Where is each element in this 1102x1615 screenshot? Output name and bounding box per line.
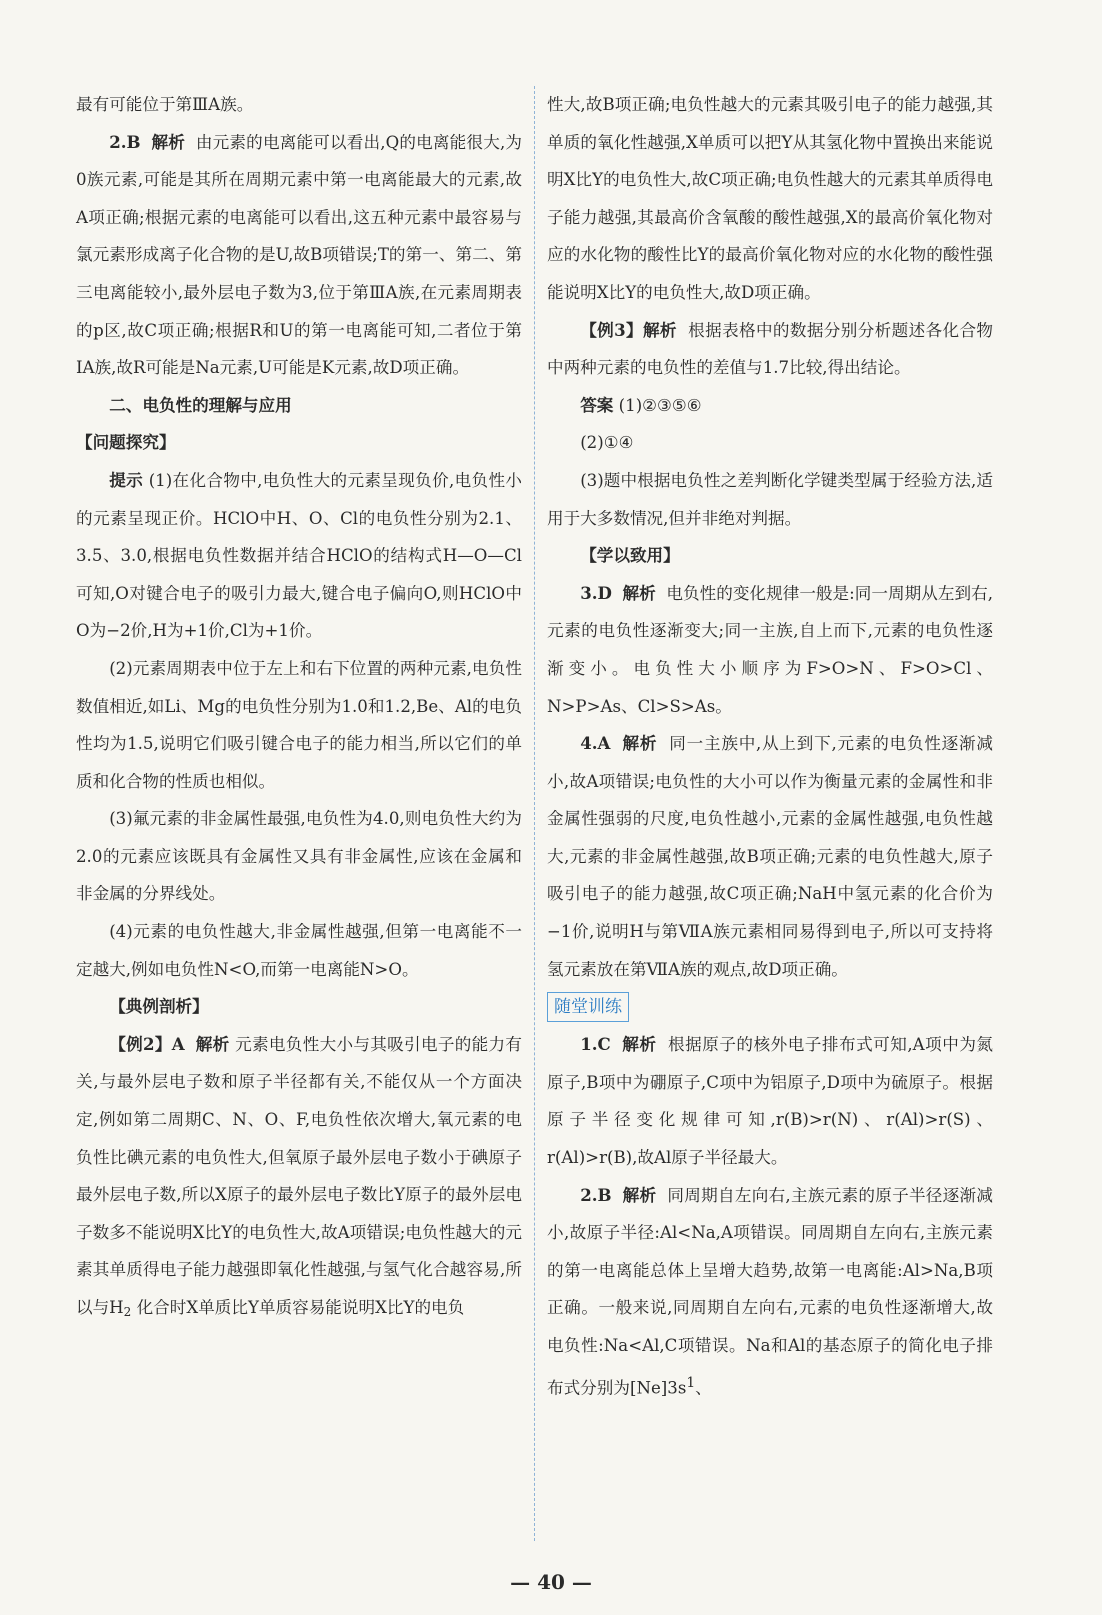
hint-paragraph: [76, 462, 522, 650]
training-1-answer: [547, 1026, 993, 1176]
analysis-label: 解析: [622, 582, 656, 603]
example-3-answer: [547, 312, 993, 387]
answer-number: 2.B: [109, 131, 141, 152]
answer-text: (1)②③⑤⑥: [618, 395, 702, 415]
training-badge: 随堂训练: [547, 992, 629, 1022]
analysis-label: 解析: [622, 1034, 657, 1055]
analysis-label: 解析: [195, 1033, 230, 1054]
superscript: 1: [686, 1374, 696, 1391]
example-2-answer: [76, 1026, 522, 1332]
training-2-answer: [547, 1177, 993, 1407]
subsection-heading: 【典例剖析】: [109, 996, 209, 1017]
analysis-label: 解析: [622, 733, 658, 754]
hint-label: 提示: [109, 469, 144, 490]
answer-number: 1.C: [580, 1034, 611, 1055]
hint-paragraph: (3)氟元素的非金属性最强,电负性为4.0,则电负性大约为2.0的元素应该既具有金属性又具有非金属性,应该在金属和非金属的分界线处。: [76, 809, 522, 904]
example-label: 【例2】A: [109, 1033, 185, 1054]
analysis-text: 根据原子的核外电子排布式可知,A项中为氮原子,B项中为硼原子,C项中为铝原子,D项中为硫原子。根据原子半径变化规律可知,r(B)>r(N)、r(Al)>r(S)、r(Al)>r(B),故Al原子半径最大。: [547, 1035, 994, 1168]
subsection-heading: 【问题探究】: [76, 432, 176, 453]
analysis-text: 根据表格中的数据分别分析题述各化合物中两种元素的电负性的差值与1.7比较,得出结论。: [547, 320, 993, 378]
analysis-text: 同一主族中,从上到下,元素的电负性逐渐减小,故A项错误;电负性的大小可以作为衡量元素的金属性和非金属性强弱的尺度,电负性越小,元素的金属性越强,电负性越大,元素的非金属性越强,故B项正确;元素的电负性越大,原子吸引电子的能力越强,故C项正确;NaH中氢元素的化合价为−1价,说明H与第ⅦA族元素相同易得到电子,所以可支持将氢元素放在第ⅦA族的观点,故D项正确。: [547, 734, 993, 979]
answer-line: (3)题中根据电负性之差判断化学键类型属于经验方法,适用于大多数情况,但并非绝对判据。: [547, 470, 993, 528]
subsection-heading: 【学以致用】: [580, 545, 680, 566]
hint-paragraph: (2)元素周期表中位于左上和右下位置的两种元素,电负性数值相近,如Li、Mg的电负性分别为1.0和1.2,Be、Al的电负性均为1.5,说明它们吸引键合电子的能力相当,所以它们的单质和化合物的性质也相似。: [76, 658, 522, 791]
answer-line: [547, 387, 993, 425]
answer-label: 答案: [580, 394, 614, 415]
paragraph: 最有可能位于第ⅢA族。: [76, 95, 254, 114]
right-column: [547, 86, 993, 1407]
column-divider: [534, 86, 535, 1541]
analysis-text: 同周期自左向右,主族元素的原子半径逐渐减小,故原子半径:Al<Na,A项错误。同周期自左向右,主族元素的第一电离能总体上呈增大趋势,故第一电离能:Al>Na,B项正确。一般来说,同周期自左向右,元素的电负性逐渐增大,故电负性:Na<Al,C项错误。Na和Al的基态原子的简化电子排布式分别为[Ne]3s: [547, 1185, 993, 1398]
question-3-answer: [547, 575, 993, 725]
analysis-text: 电负性的变化规律一般是:同一周期从左到右,元素的电负性逐渐变大;同一主族,自上而下,元素的电负性逐渐变小。电负性大小顺序为F>O>N、F>O>Cl、N>P>As、Cl>S>As。: [547, 583, 994, 716]
answer-line: (2)①④: [580, 433, 634, 453]
section-heading: 二、电负性的理解与应用: [109, 394, 292, 415]
question-4-answer: [547, 725, 993, 988]
analysis-text: 、: [695, 1378, 712, 1398]
hint-text: (1)在化合物中,电负性大的元素呈现负价,电负性小的元素呈现正价。HClO中H、O、Cl的电负性分别为2.1、3.5、3.0,根据电负性数据并结合HClO的结构式H—O—Cl可知,O对键合电子的吸引力最大,键合电子偏向O,则HClO中O为−2价,H为+1价,Cl为+1价。: [76, 470, 523, 641]
analysis-label: 解析: [622, 1184, 657, 1205]
page-number: — 40 —: [510, 1570, 592, 1594]
answer-number: 3.D: [580, 582, 612, 603]
question-2-answer: [76, 124, 522, 387]
example-label: 【例3】解析: [580, 319, 677, 340]
paragraph: 性大,故B项正确;电负性越大的元素其吸引电子的能力越强,其单质的氧化性越强,X单质可以把Y从其氢化物中置换出来能说明X比Y的电负性大,故C项正确;电负性越大的元素其单质得电子能力越强,其最高价含氧酸的酸性越强,X的最高价氧化物对应的水化物的酸性比Y的最高价氧化物对应的水化物的酸性强能说明X比Y的电负性大,故D项正确。: [547, 95, 993, 302]
training-heading-row: [547, 988, 993, 1026]
analysis-text: 元素电负性大小与其吸引电子的能力有关,与最外层电子数和原子半径都有关,不能仅从一个方面决定,例如第二周期C、N、O、F,电负性依次增大,氧元素的电负性比碘元素的电负性大,但氧原子最外层电子数小于碘原子最外层电子数,所以X原子的最外层电子数比Y原子的最外层电子数多不能说明X比Y的电负性大,故A项错误;电负性越大的元素其单质得电子能力越强即氧化性越强,与氢气化合越容易,所以与H: [76, 1034, 523, 1317]
left-column: [76, 86, 522, 1332]
subscript: 2: [123, 1305, 132, 1319]
answer-number: 2.B: [580, 1184, 612, 1205]
answer-number: 4.A: [580, 733, 611, 754]
hint-paragraph: (4)元素的电负性越大,非金属性越强,但第一电离能不一定越大,例如电负性N<O,而第一电离能N>O。: [76, 922, 522, 979]
analysis-text: 由元素的电离能可以看出,Q的电离能很大,为0族元素,可能是其所在周期元素中第一电离能最大的元素,故A项正确;根据元素的电离能可以看出,这五种元素中最容易与氯元素形成离子化合物的是U,故B项错误;T的第一、第二、第三电离能较小,最外层电子数为3,位于第ⅢA族,在元素周期表的p区,故C项正确;根据R和U的第一电离能可知,二者位于第ⅠA族,故R可能是Na元素,U可能是K元素,故D项正确。: [76, 132, 522, 378]
analysis-text: 化合时X单质比Y单质容易能说明X比Y的电负: [136, 1298, 465, 1317]
analysis-label: 解析: [151, 131, 185, 152]
